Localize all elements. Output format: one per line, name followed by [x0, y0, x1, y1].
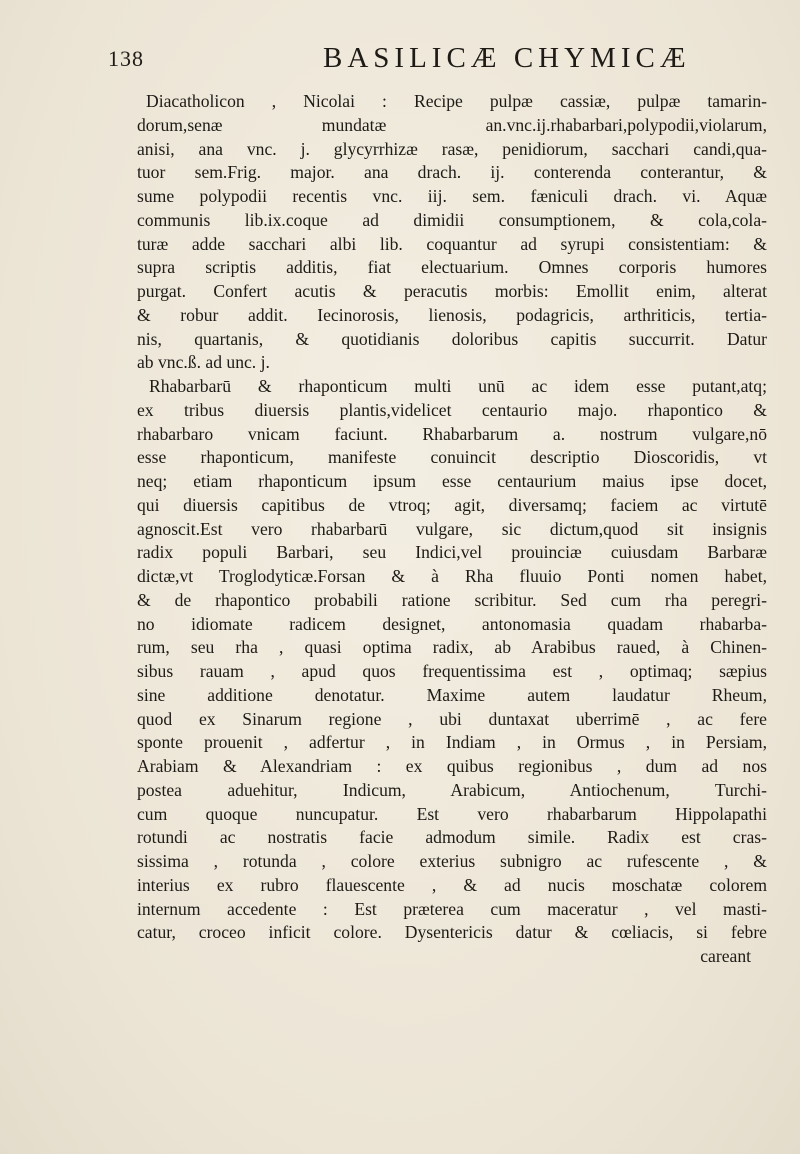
text-line: supra scriptis additis, fiat electuarium. Omnes corporis humores [137, 257, 767, 278]
page-number: 138 [108, 46, 144, 71]
text-line: Diacatholicon , Nicolai : Recipe pulpæ cassiæ, pulpæ tamarin- [146, 91, 767, 111]
text-line: rotundi ac nostratis facie admodum simile. Radix est cras- [137, 827, 767, 848]
text-line: neq; etiam rhaponticum ipsum esse centaurium maius ipse docet, [137, 471, 767, 491]
text-line: sine additione denotatur. Maxime autem laudatur Rheum, [137, 684, 767, 705]
text-line: dorum,senæ mundatæ an.vnc.ij.rhabarbari,polypodii,violarum, [137, 114, 767, 135]
text-line: internum accedente : Est præterea cum maceratur , vel masti- [137, 898, 767, 919]
text-line: & robur addit. Iecinorosis, lienosis, podagricis, arthriticis, tertia- [137, 304, 767, 325]
text-line: turæ adde sacchari albi lib. coquantur ad syrupi consistentiam: & [137, 233, 767, 254]
body-text [137, 90, 767, 969]
text-line: sponte prouenit , adfertur , in Indiam , in Ormus , in Persiam, [137, 732, 767, 753]
text-line: no idiomate radicem designet, antonomasia quadam rhabarba- [137, 613, 767, 634]
text-line: nis, quartanis, & quotidianis doloribus capitis succurrit. Datur [137, 328, 767, 349]
catchword: careant [700, 946, 751, 966]
text-line: esse rhaponticum, manifeste conuincit descriptio Dioscoridis, vt [137, 447, 767, 468]
text-line: ab vnc.ß. ad unc. j. [137, 352, 270, 373]
text-line: catur, croceo inficit colore. Dysentericis datur & cœliacis, si febre [137, 922, 767, 943]
text-line: ex tribus diuersis plantis,videlicet centaurio majo. rhapontico & [137, 399, 767, 420]
text-line: Rhabarbarū & rhaponticum multi unū ac idem esse putant,atq; [149, 376, 767, 396]
text-line: dictæ,vt Troglodyticæ.Forsan & à Rha fluuio Ponti nomen habet, [137, 566, 767, 586]
text-line: communis lib.ix.coque ad dimidii consumptionem, & cola,cola- [137, 209, 767, 230]
text-line: quod ex Sinarum regione , ubi duntaxat uberrimē , ac fere [137, 708, 767, 729]
text-line: rum, seu rha , quasi optima radix, ab Arabibus raued, à Chinen- [137, 637, 767, 658]
text-line: purgat. Confert acutis & peracutis morbis: Emollit enim, alterat [137, 281, 767, 301]
running-title: BASILICÆ CHYMICÆ [323, 42, 691, 74]
text-line: cum quoque nuncupatur. Est vero rhabarbarum Hippolapathi [137, 803, 767, 824]
text-line: sissima , rotunda , colore exterius subnigro ac rufescente , & [137, 851, 767, 871]
text-line: postea aduehitur, Indicum, Arabicum, Antiochenum, Turchi- [137, 779, 767, 800]
text-line: tuor sem.Frig. major. ana drach. ij. conterenda conterantur, & [137, 162, 767, 183]
text-line: Arabiam & Alexandriam : ex quibus regionibus , dum ad nos [137, 756, 767, 776]
page-header [108, 42, 768, 82]
text-line: qui diuersis capitibus de vtroq; agit, diversamq; faciem ac virtutē [137, 494, 767, 515]
text-line: sibus rauam , apud quos frequentissima est , optimaq; sæpius [137, 661, 767, 681]
text-line: agnoscit.Est vero rhabarbarū vulgare, sic dictum,quod sit insignis [137, 518, 767, 539]
text-line: radix populi Barbari, seu Indici,vel prouinciæ cuiusdam Barbaræ [137, 542, 767, 563]
text-line: rhabarbaro vnicam faciunt. Rhabarbarum a. nostrum vulgare,nō [137, 423, 767, 444]
text-line: anisi, ana vnc. j. glycyrrhizæ rasæ, penidiorum, sacchari candi,qua- [137, 138, 767, 159]
text-line: sume polypodii recentis vnc. iij. sem. fæniculi drach. vi. Aquæ [137, 186, 767, 206]
text-line: & de rhapontico probabili ratione scribitur. Sed cum rha peregri- [137, 589, 767, 610]
text-line: interius ex rubro flauescente , & ad nucis moschatæ colorem [137, 874, 767, 895]
